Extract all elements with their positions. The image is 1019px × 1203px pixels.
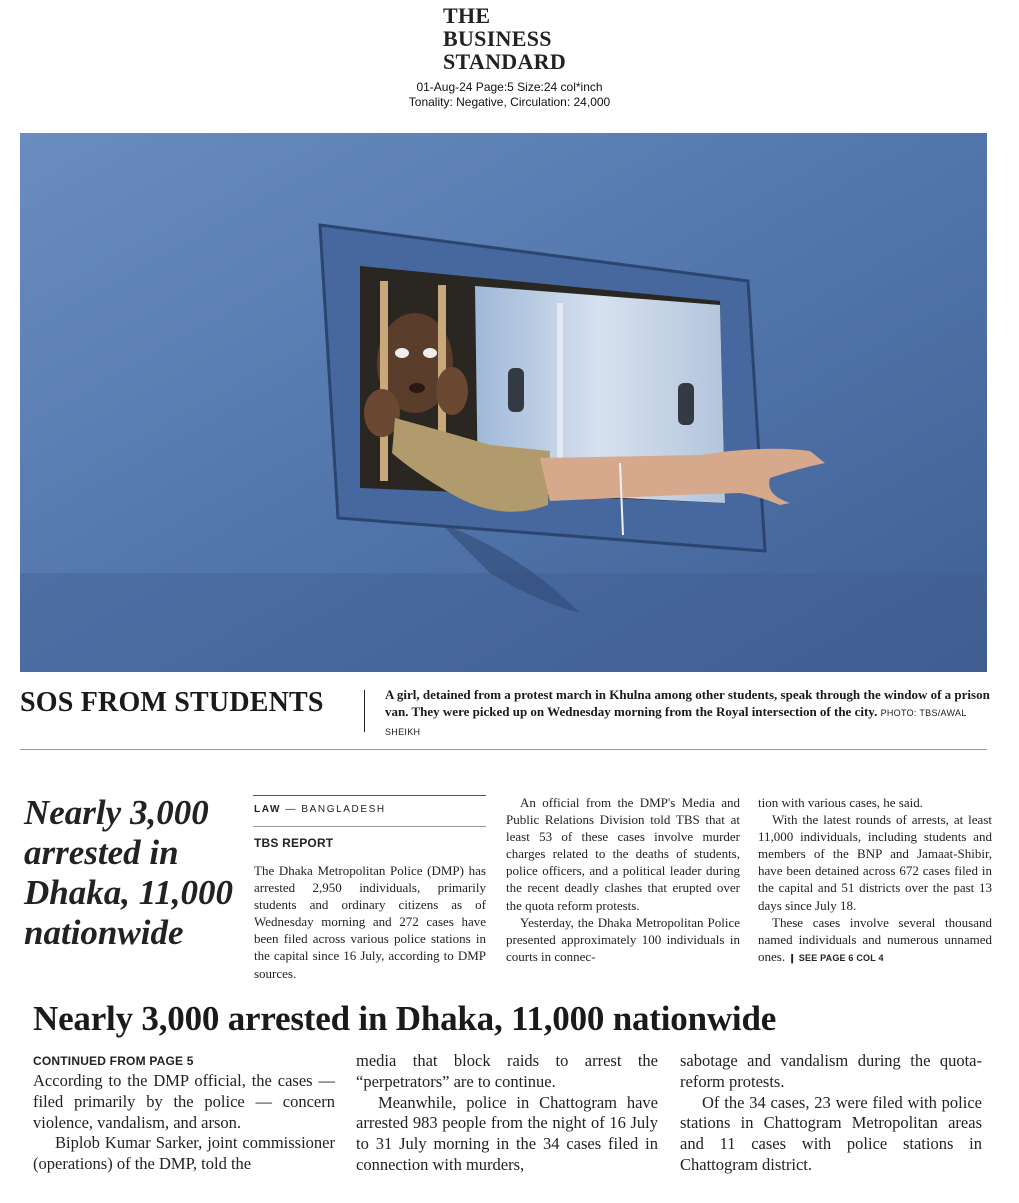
continued-from-label: CONTINUED FROM PAGE 5	[33, 1054, 194, 1068]
paragraph: media that block raids to arrest the “perpetrators” are to continue.	[356, 1051, 658, 1091]
paragraph: The Dhaka Metropolitan Police (DMP) has arrested 2,950 individuals, primarily students and ordinary citizens as of Wednesday morning and 272 cases have been filed across various police stations in the capital since 16 July, according to DMP sources.	[254, 863, 486, 981]
logo-line: STANDARD	[443, 49, 567, 74]
section-rule	[253, 826, 486, 827]
prison-van-window-illustration	[20, 133, 987, 672]
section-rule	[253, 795, 486, 796]
clipping-meta-tonality: Tonality: Negative, Circulation: 24,000	[408, 95, 611, 109]
paragraph: tion with various cases, he said.	[758, 795, 923, 810]
continuation-column-1	[33, 1071, 335, 1175]
paragraph: With the latest rounds of arrests, at least 11,000 individuals, including students and members of the BNP and Jamaat-Shibir, have been detained across 672 cases filed in the capital and 51 districts over the past 13 days since July 18.	[758, 812, 992, 913]
paragraph: An official from the DMP's Media and Public Relations Division told TBS that at least 53 of these cases involve murder charges related to the deaths of students, police officers, and a political leader during the recent deadly clashes that erupted over the quota reform protests.	[506, 795, 740, 913]
paragraph: Meanwhile, police in Chattogram have arrested 983 people from the night of 16 July to 31 July morning in the 34 cases filed in connection with murders,	[356, 1092, 658, 1174]
paragraph	[758, 914, 992, 967]
byline: TBS REPORT	[254, 836, 334, 850]
section-dash: —	[281, 804, 302, 815]
continuation-column-3	[680, 1051, 982, 1176]
section-name: LAW	[254, 804, 282, 815]
paragraph: sabotage and vandalism during the quota-reform protests.	[680, 1051, 982, 1091]
logo-line: BUSINESS	[443, 26, 552, 51]
logo-line: THE	[443, 3, 491, 28]
continued-on-reference: ❙ SEE PAGE 6 COL 4	[788, 952, 884, 963]
photo-caption-headline: SOS FROM STUDENTS	[20, 687, 324, 718]
paragraph: According to the DMP official, the cases — filed primarily by the police — concern violence, vandalism, and arson.	[33, 1071, 335, 1132]
article-column-3	[758, 794, 992, 967]
photo-caption	[385, 686, 990, 741]
section-subname: BANGLADESH	[301, 804, 386, 815]
horizontal-rule	[20, 749, 987, 750]
caption-divider	[364, 690, 365, 732]
paragraph-text: These cases involve several thousand named individuals and numerous unnamed ones.	[758, 914, 992, 964]
article-headline: Nearly 3,000 arrested in Dhaka, 11,000 nationwide	[24, 793, 234, 952]
clipping-meta-date-page: 01-Aug-24 Page:5 Size:24 col*inch	[416, 80, 603, 94]
newspaper-logo	[443, 4, 566, 73]
news-photo	[20, 133, 987, 672]
continuation-column-2	[356, 1051, 658, 1176]
paragraph: Yesterday, the Dhaka Metropolitan Police presented approximately 100 individuals in courts in connec-	[506, 914, 740, 964]
article-column-2	[506, 794, 740, 965]
window-bar	[380, 281, 388, 481]
paragraph: Biplob Kumar Sarker, joint commissioner (operations) of the DMP, told the	[33, 1133, 335, 1174]
photo-caption-text: A girl, detained from a protest march in Khulna among other students, speak through the window of a prison van. They were picked up on Wednesday morning from the Royal intersection of the city.	[385, 687, 990, 719]
continuation-headline: Nearly 3,000 arrested in Dhaka, 11,000 nationwide	[33, 999, 777, 1038]
section-label	[254, 804, 386, 815]
article-column-1	[254, 862, 486, 982]
paragraph: Of the 34 cases, 23 were filed with police stations in Chattogram Metropolitan areas and 11 cases with police stations in Chattogram district.	[680, 1092, 982, 1174]
photo-credit: PHOTO: TBS/AWAL SHEIKH	[385, 708, 967, 737]
